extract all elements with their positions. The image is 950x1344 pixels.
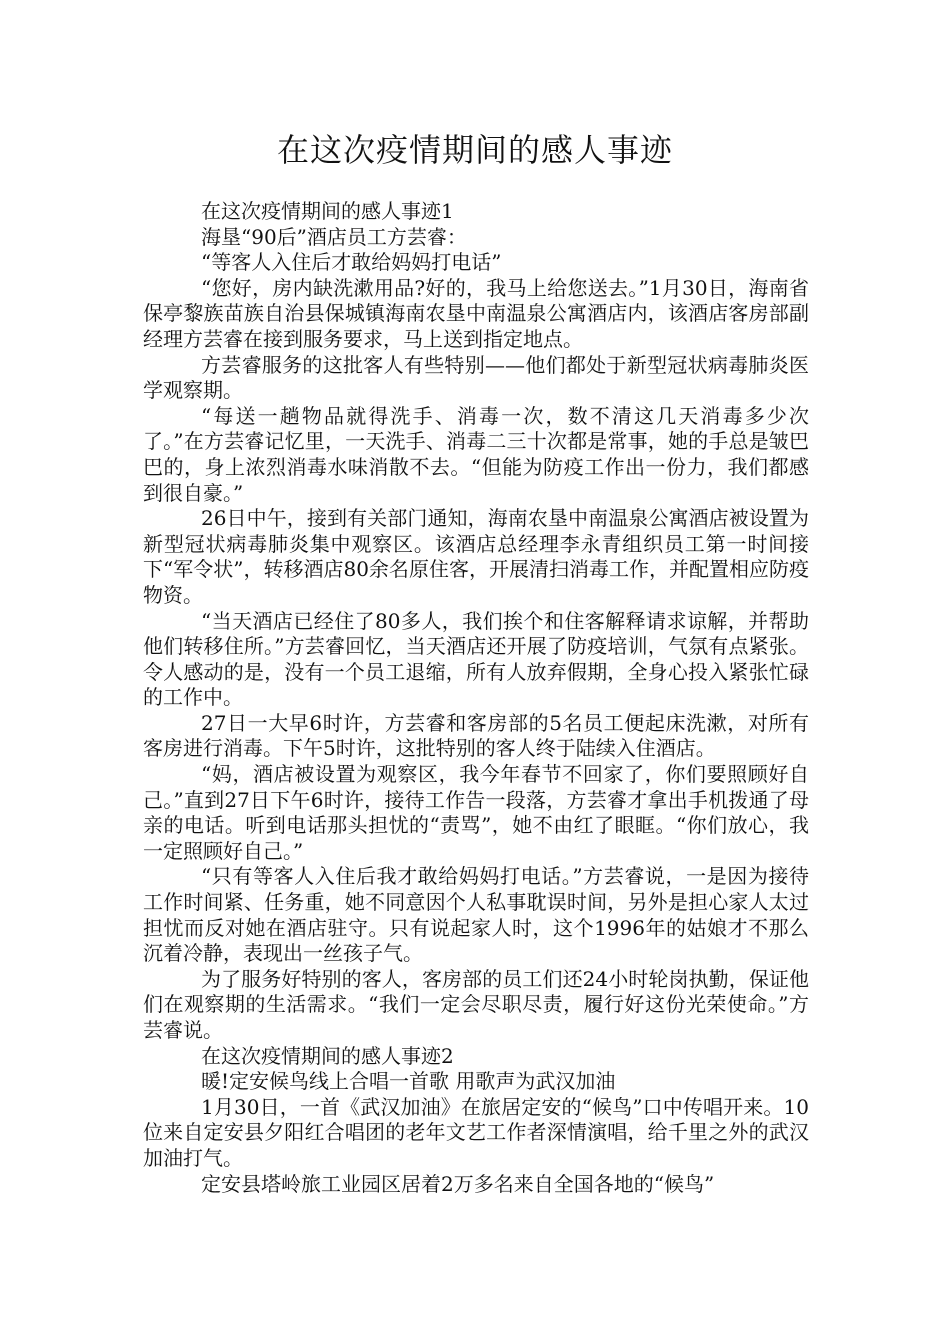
paragraph: 方芸睿服务的这批客人有些特别——他们都处于新型冠状病毒肺炎医学观察期。 [143, 352, 809, 403]
paragraph: 26日中午，接到有关部门通知，海南农垦中南温泉公寓酒店被设置为新型冠状病毒肺炎集中观察区。该酒店总经理李永青组织员工第一时间接下“军令状”，转移酒店80余名原住客，开展清扫消毒工作，并配置相应防疫物资。 [143, 506, 809, 607]
paragraph: “妈，酒店被设置为观察区，我今年春节不回家了，你们要照顾好自己。”直到27日下午6时许，接待工作告一段落，方芸睿才拿出手机拨通了母亲的电话。听到电话那头担忧的“责骂”，她不由红了眼眶。“你们放心，我一定照顾好自己。” [143, 762, 809, 863]
paragraph: 在这次疫情期间的感人事迹1 [201, 199, 454, 223]
paragraph: 在这次疫情期间的感人事迹2 [201, 1043, 454, 1068]
paragraph: 27日一大早6时许，方芸睿和客房部的5名员工便起床洗漱，对所有客房进行消毒。下午5时许，这批特别的客人终于陆续入住酒店。 [143, 710, 809, 761]
paragraph: 暖!定安候鸟线上合唱一首歌 用歌声为武汉加油 [201, 1069, 616, 1094]
paragraph: “当天酒店已经住了80多人，我们挨个和住客解释请求谅解，并帮助他们转移住所。”方芸睿回忆，当天酒店还开展了防疫培训，气氛有点紧张。令人感动的是，没有一个员工退缩，所有人放弃假期，全身心投入紧张忙碌的工作中。 [143, 608, 809, 710]
document-title: 在这次疫情期间的感人事迹 [276, 131, 673, 169]
document-body [143, 199, 809, 1197]
paragraph: 为了服务好特别的客人，客房部的员工们还24小时轮岗执勤，保证他们在观察期的生活需求。“我们一定会尽职尽责，履行好这份光荣使命。”方芸睿说。 [143, 966, 809, 1042]
paragraph: 定安县塔岭旅工业园区居着2万多名来自全国各地的“候鸟” [201, 1171, 715, 1196]
paragraph: 海垦“90后”酒店员工方芸睿： [201, 224, 467, 249]
paragraph: “每送一趟物品就得洗手、消毒一次，数不清这几天消毒多少次了。”在方芸睿记忆里，一天洗手、消毒二三十次都是常事，她的手总是皱巴巴的，身上浓烈消毒水味消散不去。“但能为防疫工作出一份力，我们都感到很自豪。” [143, 403, 809, 505]
paragraph: “只有等客人入住后我才敢给妈妈打电话。”方芸睿说，一是因为接待工作时间紧、任务重，她不同意因个人私事耽误时间，另外是担心家人太过担忧而反对她在酒店驻守。只有说起家人时，这个1996年的姑娘才不那么沉着冷静，表现出一丝孩子气。 [143, 864, 809, 966]
paragraph: “等客人入住后才敢给妈妈打电话” [201, 250, 502, 275]
paragraph: “您好，房内缺洗漱用品?好的，我马上给您送去。”1月30日，海南省保亭黎族苗族自治县保城镇海南农垦中南温泉公寓酒店内，该酒店客房部副经理方芸睿在接到服务要求，马上送到指定地点。 [143, 275, 809, 351]
paragraph: 1月30日，一首《武汉加油》在旅居定安的“候鸟”口中传唱开来。10位来自定安县夕阳红合唱团的老年文艺工作者深情演唱，给千里之外的武汉加油打气。 [143, 1094, 809, 1170]
